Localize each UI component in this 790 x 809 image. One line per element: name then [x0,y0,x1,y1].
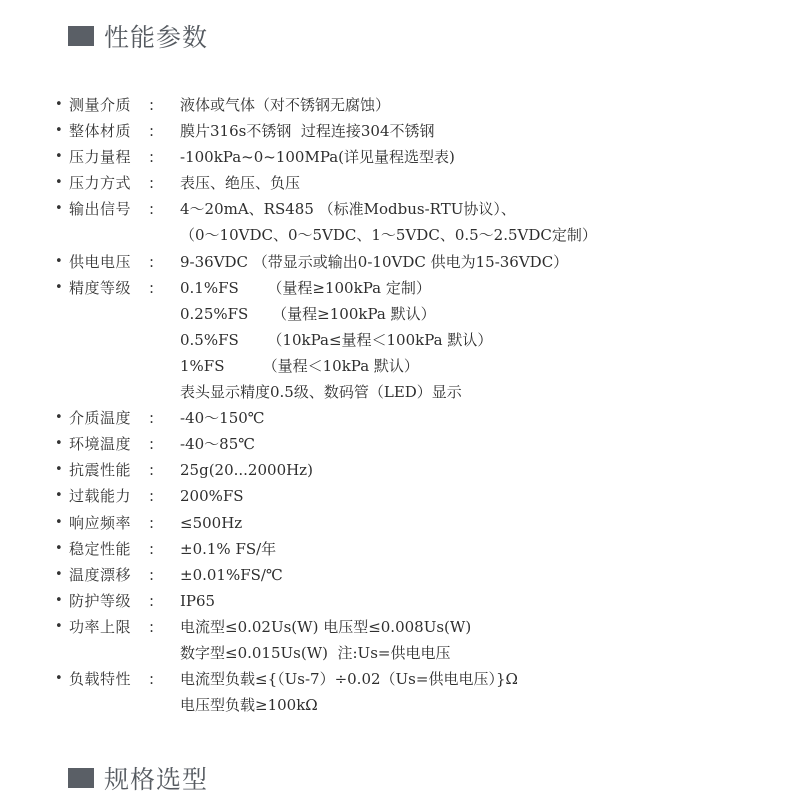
spec-label: 介质温度 [69,409,132,428]
spec-value: 25g(20...2000Hz) [180,461,313,480]
spec-value: 液体或气体（对不锈钢无腐蚀） [180,96,391,114]
spec-colon: : [149,96,155,114]
spec-values [180,249,568,275]
spec-label: 精度等级 [69,278,132,297]
spec-colon: : [149,409,155,428]
bullet-icon: • [55,149,63,165]
section-title-performance [68,18,208,54]
spec-value: 表压、绝压、负压 [180,174,301,193]
bullet-icon: • [55,618,63,634]
bullet-icon: • [55,566,63,582]
spec-label: 防护等级 [69,591,132,610]
spec-value: 电流型负载≤{（Us-7）÷0.02（Us=供电电压）}Ω [180,670,518,689]
spec-values [180,144,455,170]
spec-colon: : [149,670,155,689]
spec-value: 电压型负载≥100kΩ [180,696,318,715]
spec-values [180,483,244,509]
spec-values [180,614,471,666]
spec-label: 抗震性能 [69,461,132,480]
spec-colon: : [149,435,155,454]
spec-value: -40～150℃ [180,409,265,428]
spec-row [55,562,775,588]
spec-colon: : [149,174,155,193]
spec-label: 功率上限 [69,617,132,636]
bullet-icon: • [55,410,63,426]
spec-row [55,196,775,248]
spec-list [55,92,775,718]
section-square-icon [68,768,94,788]
section-square-icon [68,26,94,46]
spec-label: 输出信号 [69,200,132,219]
bullet-icon: • [55,488,63,504]
spec-value: 膜片316s不锈钢 过程连接304不锈钢 [180,122,435,141]
spec-colon: : [149,513,155,532]
bullet-icon: • [55,253,63,269]
spec-label: 环境温度 [69,435,132,454]
spec-value: IP65 [180,591,216,610]
spec-value: 0.5%FS （10kPa≤量程＜100kPa 默认） [180,330,493,349]
spec-value: -100kPa~0~100MPa(详见量程选型表) [180,148,455,167]
spec-value: 电流型≤0.02Us(W) 电压型≤0.008Us(W) [180,617,472,636]
spec-row [55,92,775,118]
spec-colon: : [149,200,155,219]
spec-label: 压力方式 [69,174,132,193]
spec-values [180,666,518,718]
spec-colon: : [149,252,155,271]
spec-values [180,118,435,144]
spec-row [55,249,775,275]
spec-colon: : [149,461,155,480]
section-title-spec [68,760,208,796]
spec-label: 温度漂移 [69,565,132,584]
bullet-icon: • [55,671,63,687]
section-title-text: 性能参数 [104,23,209,52]
spec-colon: : [149,539,155,558]
spec-row [55,614,775,666]
spec-row [55,536,775,562]
spec-value: 1%FS （量程＜10kPa 默认） [180,356,419,375]
section-title-text: 规格选型 [104,765,209,794]
bullet-icon: • [55,279,63,295]
spec-values [180,510,242,536]
spec-value: 0.1%FS （量程≥100kPa 定制） [180,278,431,297]
spec-row [55,275,775,405]
spec-value: 9-36VDC （带显示或输出0-10VDC 供电为15-36VDC） [180,252,569,271]
bullet-icon: • [55,175,63,191]
spec-row [55,170,775,196]
spec-values [180,92,390,118]
spec-colon: : [149,148,155,167]
bullet-icon: • [55,97,63,112]
spec-row [55,510,775,536]
spec-label: 整体材质 [69,122,132,141]
bullet-icon: • [55,201,63,217]
bullet-icon: • [55,540,63,556]
spec-value: ±0.1% FS/年 [180,539,277,558]
spec-values [180,588,215,614]
spec-colon: : [149,591,155,610]
spec-label: 测量介质 [69,96,132,114]
spec-value: 0.25%FS （量程≥100kPa 默认） [180,304,436,323]
spec-value: 4～20mA、RS485 （标准Modbus-RTU协议）、 [180,200,516,219]
bullet-icon: • [55,514,63,530]
spec-row [55,144,775,170]
spec-row [55,118,775,144]
spec-values [180,562,283,588]
spec-value: 200%FS [180,487,244,506]
spec-label: 压力量程 [69,148,132,167]
spec-colon: : [149,122,155,141]
spec-row [55,457,775,483]
spec-label: 供电电压 [69,252,132,271]
spec-colon: : [149,487,155,506]
spec-colon: : [149,278,155,297]
spec-value: ≤500Hz [180,513,243,532]
spec-value: 数字型≤0.015Us(W) 注:Us=供电电压 [180,643,451,662]
bullet-icon: • [55,436,63,452]
spec-label: 响应频率 [69,513,132,532]
spec-values [180,170,300,196]
spec-label: 过载能力 [69,487,132,506]
spec-values [180,536,276,562]
bullet-icon: • [55,123,63,139]
spec-row [55,483,775,509]
spec-values [180,405,265,431]
spec-label: 稳定性能 [69,539,132,558]
spec-values [180,457,313,483]
spec-row [55,666,775,718]
spec-values [180,196,597,248]
spec-values [180,275,492,405]
spec-row [55,431,775,457]
spec-label: 负载特性 [69,670,132,689]
bullet-icon: • [55,462,63,478]
spec-value: -40～85℃ [180,435,256,454]
spec-value: （0～10VDC、0～5VDC、1～5VDC、0.5～2.5VDC定制） [180,226,597,245]
spec-row [55,405,775,431]
spec-value: ±0.01%FS/℃ [180,565,283,584]
bullet-icon: • [55,592,63,608]
spec-colon: : [149,617,155,636]
spec-values [180,431,255,457]
spec-colon: : [149,565,155,584]
spec-row [55,588,775,614]
spec-value: 表头显示精度0.5级、数码管（LED）显示 [180,383,462,402]
